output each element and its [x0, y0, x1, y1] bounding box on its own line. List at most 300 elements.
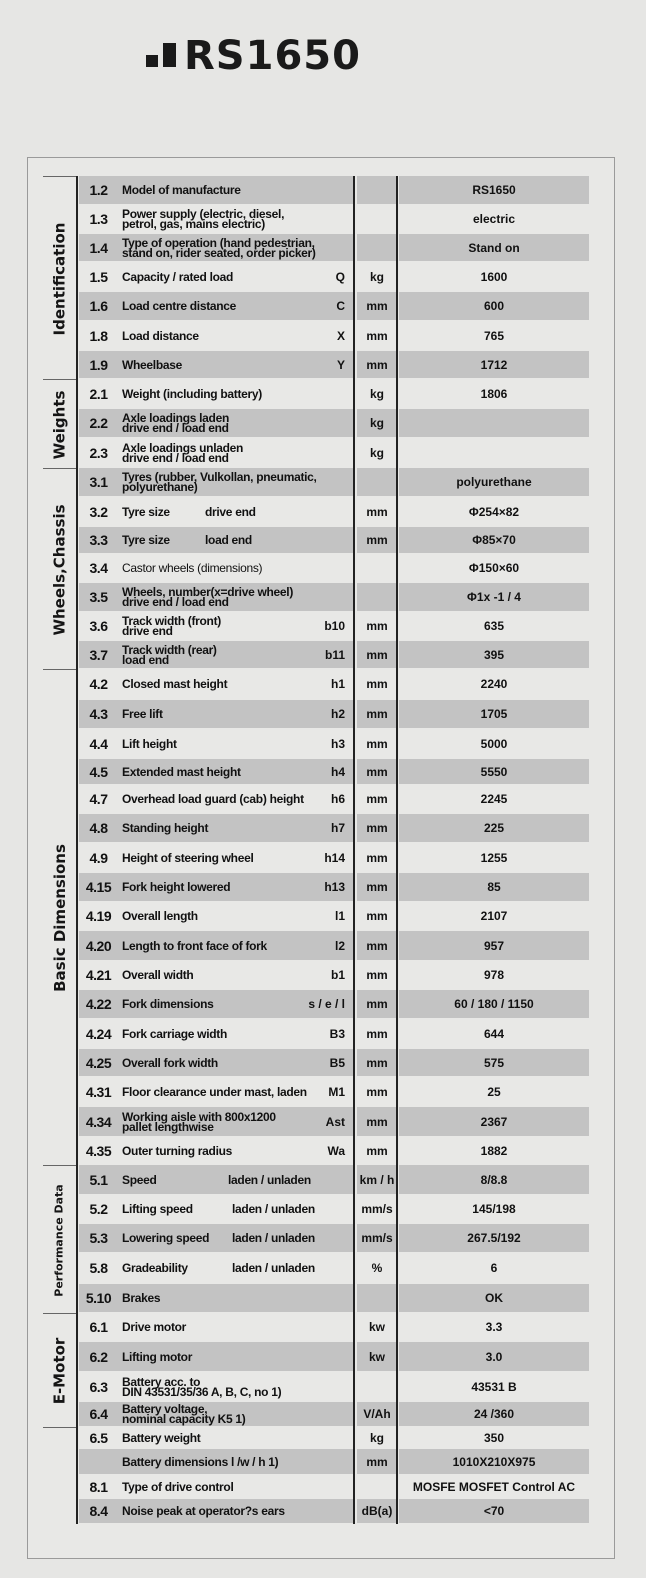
description-line: Standing height [122, 821, 209, 835]
item-description [118, 1165, 353, 1194]
unit-left-rule [353, 176, 355, 1524]
item-number: 5.1 [79, 1165, 118, 1194]
item-unit: kg [369, 1430, 384, 1445]
item-value: 2367 [399, 1107, 589, 1136]
table-row [77, 785, 589, 814]
item-number: 3.7 [79, 641, 118, 668]
item-value: 575 [399, 1049, 589, 1076]
item-number: 4.19 [85, 908, 112, 924]
two-squares-logo-icon [146, 39, 180, 73]
table-row [77, 1402, 589, 1427]
table-row [77, 612, 589, 641]
item-value: 644 [483, 1026, 505, 1041]
table-row [77, 1165, 589, 1195]
description-line: Overall length [122, 909, 198, 923]
section-basic-dimensions [43, 669, 76, 1166]
item-unit [357, 205, 397, 233]
item-description [118, 814, 353, 842]
item-unit: mm [357, 814, 397, 842]
item-unit: mm [357, 641, 397, 668]
description-qualifier: load end [205, 533, 252, 547]
item-description [118, 990, 353, 1018]
item-unit: kw [357, 1342, 397, 1371]
section-weights [43, 379, 76, 469]
table-row [77, 205, 589, 234]
description-line: Extended mast height [122, 764, 241, 779]
item-unit: mm [357, 873, 397, 901]
item-value: Φ85×70 [399, 527, 589, 553]
table-row [77, 1499, 589, 1524]
item-number: 3.6 [89, 618, 108, 634]
item-description [118, 351, 353, 378]
item-unit: mm [366, 792, 388, 806]
description-line: drive end / load end [122, 421, 229, 435]
item-value: 635 [483, 619, 505, 633]
item-symbol: b11 [324, 647, 345, 662]
table-row [77, 1342, 589, 1372]
item-symbol: Ast [325, 1114, 345, 1129]
table-row [77, 1107, 589, 1137]
item-description [118, 554, 353, 582]
description-line: Axle loadings laden [122, 411, 229, 425]
description-line: Power supply (electric, diesel, [122, 207, 285, 221]
item-value: MOSFE MOSFET Control AC [412, 1479, 576, 1494]
table-row [77, 931, 589, 961]
item-description [118, 1077, 353, 1106]
item-value: 1255 [480, 850, 508, 865]
item-description [118, 961, 353, 989]
table-row [77, 1137, 589, 1165]
description-line: petrol, gas, mains electric) [122, 217, 265, 231]
item-number: 1.2 [79, 176, 118, 204]
table-row [77, 321, 589, 351]
item-description [118, 1195, 353, 1223]
item-unit [357, 1372, 397, 1401]
item-unit: mm [366, 619, 388, 633]
item-symbol: Q [335, 269, 345, 284]
item-value: 2245 [480, 792, 508, 806]
item-description [118, 759, 353, 784]
item-unit [357, 468, 397, 496]
item-number: 5.8 [89, 1260, 108, 1276]
description-line: Length to front face of fork [122, 938, 267, 953]
description-line: Tyre size [122, 504, 170, 519]
item-symbol: l1 [334, 909, 345, 923]
description-line: Lowering speed [122, 1231, 210, 1245]
item-unit: mm [366, 968, 388, 982]
item-value: 3.0 [399, 1342, 589, 1371]
item-value: 225 [399, 814, 589, 842]
item-unit [357, 583, 397, 611]
item-unit: mm [357, 351, 397, 378]
item-description [118, 438, 353, 467]
item-number: 1.5 [89, 268, 108, 285]
table-row [77, 379, 589, 409]
description-line: Overall fork width [122, 1055, 218, 1070]
item-unit: kw [368, 1320, 385, 1334]
description-qualifier: laden / unladen [232, 1231, 315, 1245]
item-number: 4.25 [79, 1049, 118, 1076]
item-value: 5550 [399, 759, 589, 784]
item-value: RS1650 [399, 176, 589, 204]
description-qualifier: laden / unladen [232, 1261, 315, 1275]
item-value: 24 /360 [399, 1402, 589, 1426]
item-number: 4.2 [89, 676, 108, 692]
item-value: 2107 [480, 909, 508, 923]
item-symbol: l2 [334, 938, 345, 953]
item-unit: km / h [357, 1165, 397, 1194]
item-description [118, 234, 353, 261]
description-line: nominal capacity K5 1) [122, 1412, 246, 1426]
item-description [118, 1499, 353, 1523]
item-value: 60 / 180 / 1150 [399, 990, 589, 1018]
item-unit: dB(a) [357, 1499, 397, 1523]
item-number: 5.3 [79, 1224, 118, 1252]
table-row [77, 176, 589, 205]
table-row [77, 729, 589, 759]
item-unit [357, 1284, 397, 1312]
section-label: Performance Data [53, 1183, 67, 1297]
item-number: 1.4 [79, 234, 118, 261]
model-title: RS1650 [184, 33, 361, 79]
item-number: 4.15 [79, 873, 118, 901]
item-unit: mm/s [361, 1202, 393, 1216]
description-line: Working aisle with 800x1200 [122, 1109, 276, 1124]
item-value: 978 [483, 968, 505, 982]
item-value: Φ254×82 [468, 504, 520, 519]
table-row [77, 1313, 589, 1342]
table-row [77, 1019, 589, 1049]
item-number: 6.4 [79, 1402, 118, 1426]
item-symbol: B5 [329, 1055, 345, 1070]
section-wheels-chassis [43, 468, 76, 670]
description-line: Capacity / rated load [122, 269, 234, 284]
item-number [79, 1449, 118, 1474]
description-line: DIN 43531/35/36 A, B, C, no 1) [122, 1384, 282, 1399]
item-description [118, 729, 353, 758]
item-description [118, 785, 353, 813]
description-line: Track width (front) [122, 614, 221, 628]
description-line: Type of operation (hand pedestrian, [122, 235, 315, 250]
item-symbol: b1 [330, 968, 345, 982]
item-symbol: Wa [327, 1143, 345, 1158]
item-value: 1882 [480, 1143, 508, 1158]
item-unit [357, 554, 397, 582]
item-number: 8.4 [79, 1499, 118, 1523]
description-line: Gradeability [122, 1261, 188, 1275]
item-value: 267.5/192 [399, 1224, 589, 1252]
item-description [118, 873, 353, 901]
item-number: 4.20 [79, 931, 118, 960]
section-label: Basic Dimensions [50, 844, 69, 992]
item-symbol: h13 [324, 880, 345, 894]
brand-logo [146, 34, 361, 78]
item-unit: mm [357, 759, 397, 784]
item-description [118, 321, 353, 350]
item-value: 1010X210X975 [399, 1449, 589, 1474]
item-description [118, 583, 353, 611]
item-description [118, 1049, 353, 1076]
item-description [118, 497, 353, 526]
description-line: Fork carriage width [122, 1026, 227, 1041]
item-number: 6.1 [89, 1319, 108, 1335]
item-unit: mm [357, 527, 397, 553]
description-line: Brakes [122, 1291, 161, 1305]
item-description [118, 1342, 353, 1371]
item-symbol: s / e / l [308, 997, 345, 1011]
item-number: 2.2 [79, 409, 118, 437]
description-qualifier: laden / unladen [232, 1202, 315, 1216]
item-value [399, 438, 589, 467]
item-value: polyurethane [399, 468, 589, 496]
section-label: Weights [50, 390, 69, 459]
item-description [118, 292, 353, 320]
item-symbol: h2 [330, 707, 345, 721]
section-label: E-Motor [50, 1337, 69, 1405]
item-number: 4.24 [85, 1025, 112, 1042]
table-row [77, 961, 589, 990]
section-misc [43, 1427, 76, 1525]
item-description [118, 612, 353, 640]
item-description [118, 1253, 353, 1283]
description-line: Model of manufacture [122, 183, 241, 197]
item-unit: mm [366, 1084, 388, 1099]
description-line: Lifting motor [122, 1349, 193, 1364]
item-value: 1806 [480, 386, 508, 401]
item-symbol: X [336, 328, 345, 343]
item-description [118, 902, 353, 930]
description-qualifier: laden / unladen [228, 1172, 311, 1187]
item-value: 5000 [480, 736, 508, 751]
item-unit: mm [357, 292, 397, 320]
item-number: 4.8 [79, 814, 118, 842]
item-description [118, 176, 353, 204]
item-unit: mm [357, 990, 397, 1018]
item-value [399, 409, 589, 437]
item-value: Stand on [399, 234, 589, 261]
item-description [118, 1475, 353, 1498]
item-value: 8/8.8 [399, 1165, 589, 1194]
item-unit: kg [369, 386, 384, 401]
item-unit: V/Ah [357, 1402, 397, 1426]
description-line: Floor clearance under mast, laden [122, 1084, 307, 1099]
item-symbol: h7 [330, 821, 345, 835]
table-row [77, 497, 589, 527]
description-line: Tyres (rubber, Vulkollan, pneumatic, [122, 470, 317, 484]
item-symbol: h1 [330, 677, 345, 691]
item-description [118, 205, 353, 233]
description-line: Tyre size [122, 533, 170, 547]
item-unit: mm [357, 700, 397, 728]
description-line: Type of drive control [122, 1479, 234, 1494]
item-value: 765 [483, 328, 505, 343]
item-number: 4.22 [79, 990, 118, 1018]
item-unit [357, 234, 397, 261]
item-unit: mm [357, 1107, 397, 1136]
item-number: 3.3 [79, 527, 118, 553]
item-description [118, 527, 353, 553]
item-description [118, 931, 353, 960]
item-value: Φ1x -1 / 4 [399, 583, 589, 611]
item-number: 3.5 [79, 583, 118, 611]
description-line: Fork dimensions [122, 997, 214, 1011]
item-unit: mm [366, 1026, 388, 1041]
item-value: 85 [399, 873, 589, 901]
item-number: 4.7 [89, 791, 108, 807]
item-value: 350 [483, 1430, 505, 1445]
item-value: 3.3 [485, 1320, 503, 1334]
item-unit: mm/s [357, 1224, 397, 1252]
table-row [77, 554, 589, 583]
description-line: Overall width [122, 968, 194, 982]
table-row [77, 527, 589, 554]
description-line: Outer turning radius [122, 1143, 233, 1158]
description-line: Battery acc. to [122, 1374, 201, 1389]
table-row [77, 1224, 589, 1253]
item-number: 2.1 [89, 385, 108, 402]
table-row [77, 843, 589, 873]
item-value: electric [472, 212, 516, 226]
item-unit: mm [366, 677, 388, 691]
item-unit: mm [357, 1049, 397, 1076]
table-row [77, 1475, 589, 1499]
table-row [77, 438, 589, 468]
description-line: Closed mast height [122, 677, 228, 691]
item-unit: mm [357, 1449, 397, 1474]
description-line: load end [122, 652, 169, 667]
item-unit: kg [369, 445, 384, 460]
item-unit [357, 1475, 397, 1498]
item-number: 4.9 [89, 849, 108, 866]
table-row [77, 1372, 589, 1402]
description-line: Overhead load guard (cab) height [122, 792, 304, 806]
description-line: Weight (including battery) [122, 386, 262, 401]
section-identification [43, 176, 76, 380]
description-line: Load distance [122, 328, 199, 343]
item-unit: mm [366, 328, 388, 343]
item-description [118, 1449, 353, 1474]
table-row [77, 292, 589, 321]
description-line: Battery dimensions l /w / h 1) [122, 1454, 279, 1469]
item-number: 8.1 [89, 1478, 108, 1495]
item-number: 4.35 [85, 1142, 112, 1159]
table-row [77, 1253, 589, 1284]
table-row [77, 583, 589, 612]
description-line: Lifting speed [122, 1202, 193, 1216]
item-value: 43531 B [471, 1379, 517, 1394]
description-line: Fork height lowered [122, 880, 231, 894]
item-unit [357, 176, 397, 204]
item-value: OK [399, 1284, 589, 1312]
table-row [77, 234, 589, 262]
item-number: 1.3 [89, 211, 108, 227]
item-value: <70 [399, 1499, 589, 1523]
table-row [77, 1284, 589, 1313]
item-description [118, 1284, 353, 1312]
description-line: drive end / load end [122, 450, 229, 465]
section-performance-data [43, 1165, 76, 1314]
table-row [77, 1195, 589, 1224]
item-value: 600 [399, 292, 589, 320]
description-line: Noise peak at operator?s ears [122, 1504, 285, 1518]
item-symbol: b10 [324, 619, 345, 633]
table-row [77, 990, 589, 1019]
item-value: 1600 [480, 269, 508, 284]
item-number: 5.2 [89, 1201, 108, 1217]
item-description [118, 409, 353, 437]
item-value: 2240 [480, 677, 508, 691]
item-number: 4.5 [79, 759, 118, 784]
item-symbol: M1 [328, 1084, 345, 1099]
item-description [118, 669, 353, 699]
table-row [77, 1049, 589, 1077]
description-line: Battery voltage, [122, 1402, 208, 1416]
item-value: 1705 [399, 700, 589, 728]
section-label: Identification [50, 222, 69, 335]
table-row [77, 759, 589, 785]
table-row [77, 641, 589, 669]
item-description [118, 700, 353, 728]
description-line: Wheelbase [122, 357, 182, 372]
item-description [118, 1372, 353, 1401]
description-line: pallet lengthwise [122, 1119, 214, 1134]
table-row [77, 351, 589, 379]
item-number: 5.10 [79, 1284, 118, 1312]
item-number: 4.4 [89, 735, 108, 752]
item-number: 4.34 [79, 1107, 118, 1136]
description-qualifier: drive end [205, 504, 256, 519]
table-row [77, 468, 589, 497]
item-number: 1.6 [79, 292, 118, 320]
item-number: 3.1 [79, 468, 118, 496]
table-row [77, 669, 589, 700]
table-row [77, 873, 589, 902]
item-number: 2.3 [89, 444, 108, 461]
description-line: Castor wheels (dimensions) [122, 561, 263, 575]
item-description [118, 1224, 353, 1252]
description-line: drive end [122, 624, 173, 638]
item-description [118, 468, 353, 496]
table-row [77, 814, 589, 843]
item-value: 6 [490, 1261, 498, 1275]
item-symbol: h14 [324, 850, 345, 865]
item-unit: kg [357, 409, 397, 437]
item-value: 145/198 [472, 1202, 516, 1216]
item-value: 1712 [399, 351, 589, 378]
description-line: Drive motor [122, 1320, 187, 1334]
section-e-motor [43, 1313, 76, 1428]
item-number: 4.31 [85, 1083, 112, 1100]
item-number: 3.4 [89, 560, 108, 576]
item-description [118, 1313, 353, 1341]
item-symbol: h6 [330, 792, 345, 806]
table-row [77, 1449, 589, 1475]
description-line: drive end / load end [122, 595, 229, 609]
item-unit: % [371, 1261, 383, 1275]
item-number: 1.8 [89, 327, 108, 344]
item-unit: kg [369, 269, 384, 284]
item-number: 3.2 [89, 503, 108, 520]
description-line: Load centre distance [122, 299, 237, 313]
table-row [77, 902, 589, 931]
description-line: stand on, rider seated, order picker) [122, 245, 316, 260]
item-description [118, 1019, 353, 1048]
description-line: Axle loadings unladen [122, 440, 244, 455]
table-row [77, 1077, 589, 1107]
table-row [77, 1427, 589, 1449]
description-line: Wheels, number(x=drive wheel) [122, 585, 294, 599]
item-value: Φ150×60 [468, 561, 520, 575]
